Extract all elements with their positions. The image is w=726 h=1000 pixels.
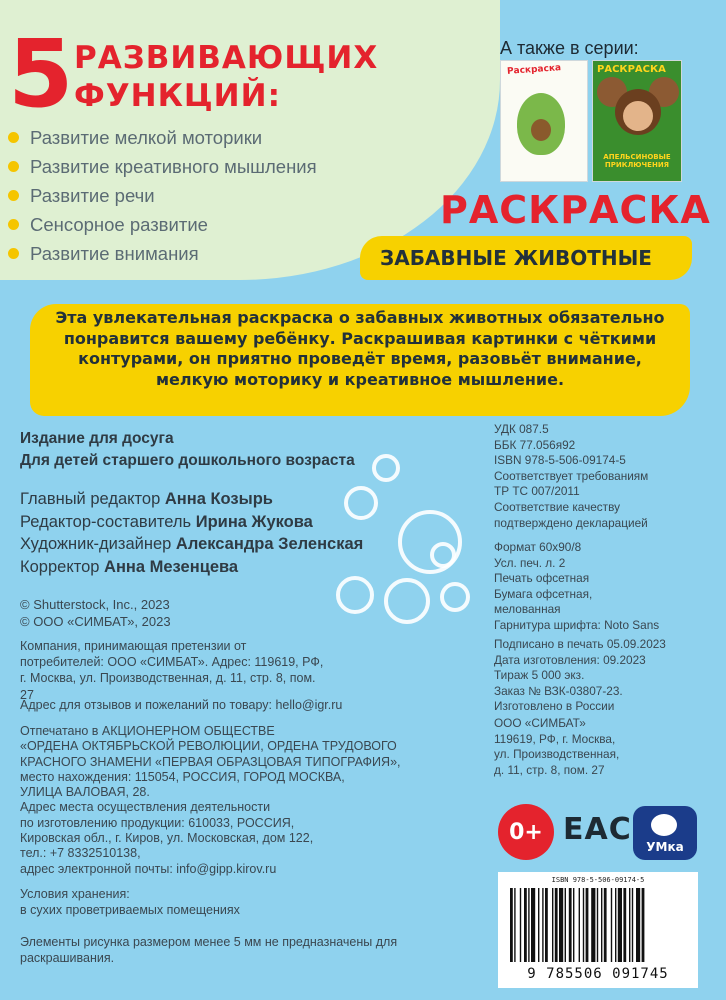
bubble-icon <box>372 454 400 482</box>
barcode-bar <box>545 888 548 962</box>
barcode-bar <box>615 888 616 962</box>
barcode-bar <box>538 888 539 962</box>
staff-row: Главный редактор Анна Козырь <box>20 490 273 508</box>
barcode-icon <box>508 888 688 964</box>
bullet-icon <box>8 161 19 172</box>
publisher-address: ООО «СИМБАТ» 119619, РФ, г. Москва, ул. Производственная, д. 11, стр. 8, пом. 27 <box>494 716 620 777</box>
book1-title: Раскраска <box>506 63 562 77</box>
list-item: Развитие креативного мышления <box>8 152 317 181</box>
book2-subtitle: АПЕЛЬСИНОВЫЕ ПРИКЛЮЧЕНИЯ <box>603 153 671 170</box>
list-item: Развитие мелкой моторики <box>8 123 317 152</box>
barcode-bar <box>520 888 521 962</box>
staff-row: Художник-дизайнер Александра Зеленская <box>20 535 364 553</box>
series-book-cheburashka <box>592 60 682 182</box>
barcode-bar <box>632 888 633 962</box>
barcode-bar <box>510 888 513 962</box>
copyright: © Shutterstock, Inc., 2023 © ООО «СИМБАТ», 2023 <box>20 597 171 629</box>
bubble-icon <box>384 578 430 624</box>
barcode-bar <box>636 888 640 962</box>
storage-conditions: Условия хранения: в сухих проветриваемых помещениях <box>20 887 240 917</box>
printing-info: Отпечатано в АКЦИОНЕРНОМ ОБЩЕСТВЕ «ОРДЕНА ОКТЯБРЬСКОЙ РЕВОЛЮЦИИ, ОРДЕНА ТРУДОВОГО КРАСНОГО ЗНАМЕНИ «ПЕРВАЯ ОБРАЗЦОВАЯ ТИПОГРАФИЯ», место нахождения: 115054, РОССИЯ, ГОРОД МОСКВА, УЛИЦА ВАЛОВАЯ, 28. Адрес места осуществления деятельности по изготовлению продукции: 610033, РОССИЯ, Кировская обл., г. Киров, ул. Московская, дом 122, тел.: +7 8332510138, адрес электронной почты: info@gipp.kirov.ru <box>20 724 401 876</box>
barcode-bar <box>555 888 558 962</box>
barcode-bar <box>586 888 589 962</box>
bullet-icon <box>8 132 19 143</box>
brand-logo: УМка <box>633 806 697 860</box>
barcode-bar <box>524 888 527 962</box>
bubble-icon <box>440 582 470 612</box>
barcode-bar <box>642 888 645 962</box>
avocado-pit-icon <box>531 119 551 141</box>
book2-title: РАСКРАСКА <box>597 64 666 75</box>
edition-info: Издание для досуга Для детей старшего дошкольного возраста <box>20 430 355 469</box>
product-title: РАСКРАСКА <box>440 188 711 232</box>
barcode-bar <box>629 888 630 962</box>
bubble-icon <box>398 510 462 574</box>
barcode-bar <box>601 888 602 962</box>
format-info: Формат 60х90/8 Усл. печ. л. 2 Печать офсетная Бумага офсетная, мелованная Гарнитура шрифта: Noto Sans <box>494 540 660 632</box>
functions-count: 5 <box>8 20 74 129</box>
barcode-bar <box>514 888 515 962</box>
barcode-bar <box>579 888 580 962</box>
product-subtitle: ЗАБАВНЫЕ ЖИВОТНЫЕ <box>380 246 652 270</box>
classification-info: УДК 087.5 ББК 77.056я92 ISBN 978-5-506-09174-5 Соответствует требованиям ТР ТС 007/2011 Соответствие качеству подтверждено декларацией <box>494 422 649 530</box>
staff-row: Редактор-составитель Ирина Жукова <box>20 512 313 531</box>
bubble-icon <box>336 576 374 614</box>
eac-mark: EAC <box>563 812 632 847</box>
barcode-bar <box>542 888 543 962</box>
list-item: Развитие речи <box>8 181 317 210</box>
bear-icon <box>651 814 677 836</box>
feedback-address: Адрес для отзывов и пожеланий по товару: hello@igr.ru <box>20 698 343 712</box>
staff-row: Корректор Анна Мезенцева <box>20 557 239 576</box>
company-claims: Компания, принимающая претензии от потребителей: ООО «СИМБАТ». Адрес: 119619, РФ, г. Москва, ул. Производственная, д. 11, стр. 8, пом. 27 <box>20 639 324 702</box>
functions-heading-line2: ФУНКЦИЙ: <box>74 78 281 114</box>
elements-note: Элементы рисунка размером менее 5 мм не предназначены для раскрашивания. <box>20 935 398 965</box>
barcode-bar <box>559 888 563 962</box>
barcode-bar <box>569 888 572 962</box>
barcode-bar <box>583 888 584 962</box>
bubble-icon <box>430 542 456 568</box>
barcode-number: 9 785506 091745 <box>527 966 669 982</box>
series-title: А также в серии: <box>500 38 639 58</box>
list-item: Развитие внимания <box>8 239 317 268</box>
barcode-bar <box>573 888 574 962</box>
barcode-bar <box>604 888 607 962</box>
series-book-avocado <box>500 60 588 182</box>
barcode-bar <box>597 888 598 962</box>
bullet-icon <box>8 248 19 259</box>
bubble-icon <box>344 486 378 520</box>
barcode-bar <box>528 888 529 962</box>
barcode-bar <box>531 888 535 962</box>
barcode-bar <box>591 888 595 962</box>
bullet-icon <box>8 219 19 230</box>
functions-heading-line1: РАЗВИВАЮЩИХ <box>74 40 379 76</box>
print-run-info: Подписано в печать 05.09.2023 Дата изготовления: 09.2023 Тираж 5 000 экз. Заказ № ВЗК-03807-23. Изготовлено в России <box>494 637 666 714</box>
barcode-bar <box>611 888 612 962</box>
barcode-bar <box>565 888 566 962</box>
list-item: Сенсорное развитие <box>8 210 317 239</box>
barcode-isbn-text: ISBN 978-5-506-09174-5 <box>551 876 645 884</box>
barcode-bar <box>618 888 622 962</box>
bullet-icon <box>8 190 19 201</box>
age-rating-badge: 0+ <box>498 804 554 860</box>
character-face-icon <box>623 101 653 131</box>
staff-credits <box>20 488 363 578</box>
barcode-bar <box>552 888 553 962</box>
product-description: Эта увлекательная раскраска о забавных животных обязательно понравится вашему ребёнку. Раскрашивая картинки с чёткими контурами, он приятно проведёт время, разовьёт внимание, мелкую моторику и креативное мышление. <box>55 308 665 389</box>
functions-list <box>8 123 317 268</box>
barcode-bar <box>623 888 626 962</box>
